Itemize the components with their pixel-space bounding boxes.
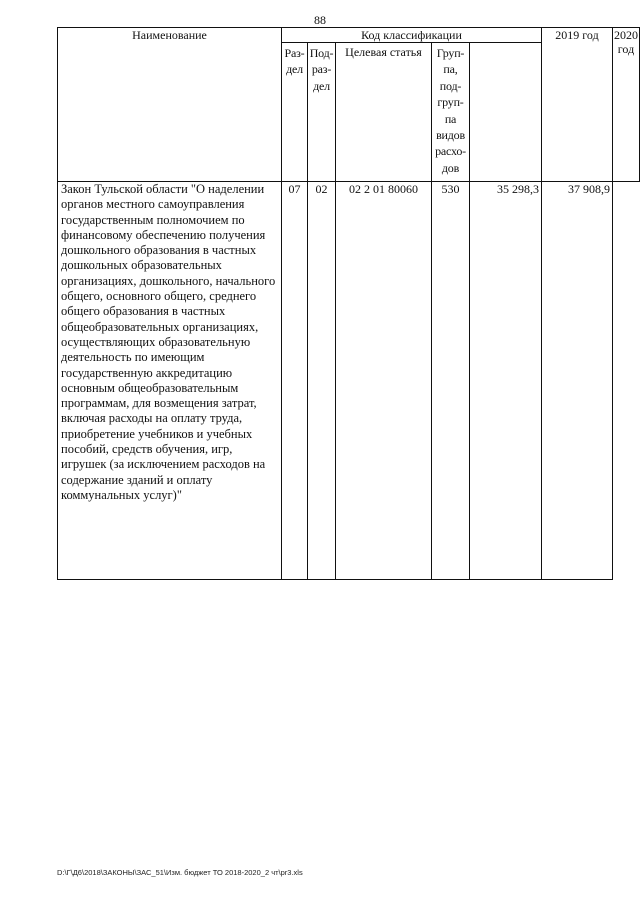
row-target-article: 02 2 01 80060 — [336, 182, 432, 580]
page-number: 88 — [314, 13, 326, 27]
header-classification: Код классификации — [282, 28, 542, 43]
header-row-top — [58, 28, 640, 43]
header-target-article: Целевая статья — [336, 43, 432, 182]
header-name: Наименование — [58, 28, 282, 182]
header-2019: 2019 год — [542, 28, 613, 182]
row-value-2019: 35 298,3 — [470, 182, 542, 580]
table-row — [58, 182, 640, 580]
header-group: Груп-па, под-груп-па видов расхо-дов — [432, 43, 470, 182]
row-group: 530 — [432, 182, 470, 580]
row-subsection: 02 — [308, 182, 336, 580]
header-section: Раз-дел — [282, 43, 308, 182]
row-section: 07 — [282, 182, 308, 580]
file-path-footer: D:\Г\Д6\2018\ЗАКОНЫ\ЗАС_51\Изм. бюджет ТО 2018-2020_2 чт\pr3.xls — [57, 868, 303, 877]
header-2020: 2020 год — [613, 28, 640, 182]
row-name: Закон Тульской области "О наделении органов местного самоуправления государственным полномочием по финансовому обеспечению получения дошкольного образования в частных дошкольных образовательных организациях, дошкольного, начального общего, основного общего, среднего общего образования в частных общеобразовательных организациях, осуществляющих образовательную деятельность по имеющим государственную аккредитацию основным общеобразовательным программам, для возмещения затрат, включая расходы на оплату труда, приобретение учебников и учебных пособий, средств обучения, игр, игрушек (за исключением расходов на содержание зданий и оплату коммунальных услуг)" — [58, 182, 282, 580]
header-subsection: Под-раз-дел — [308, 43, 336, 182]
budget-table — [57, 27, 640, 580]
row-value-2020: 37 908,9 — [542, 182, 613, 580]
